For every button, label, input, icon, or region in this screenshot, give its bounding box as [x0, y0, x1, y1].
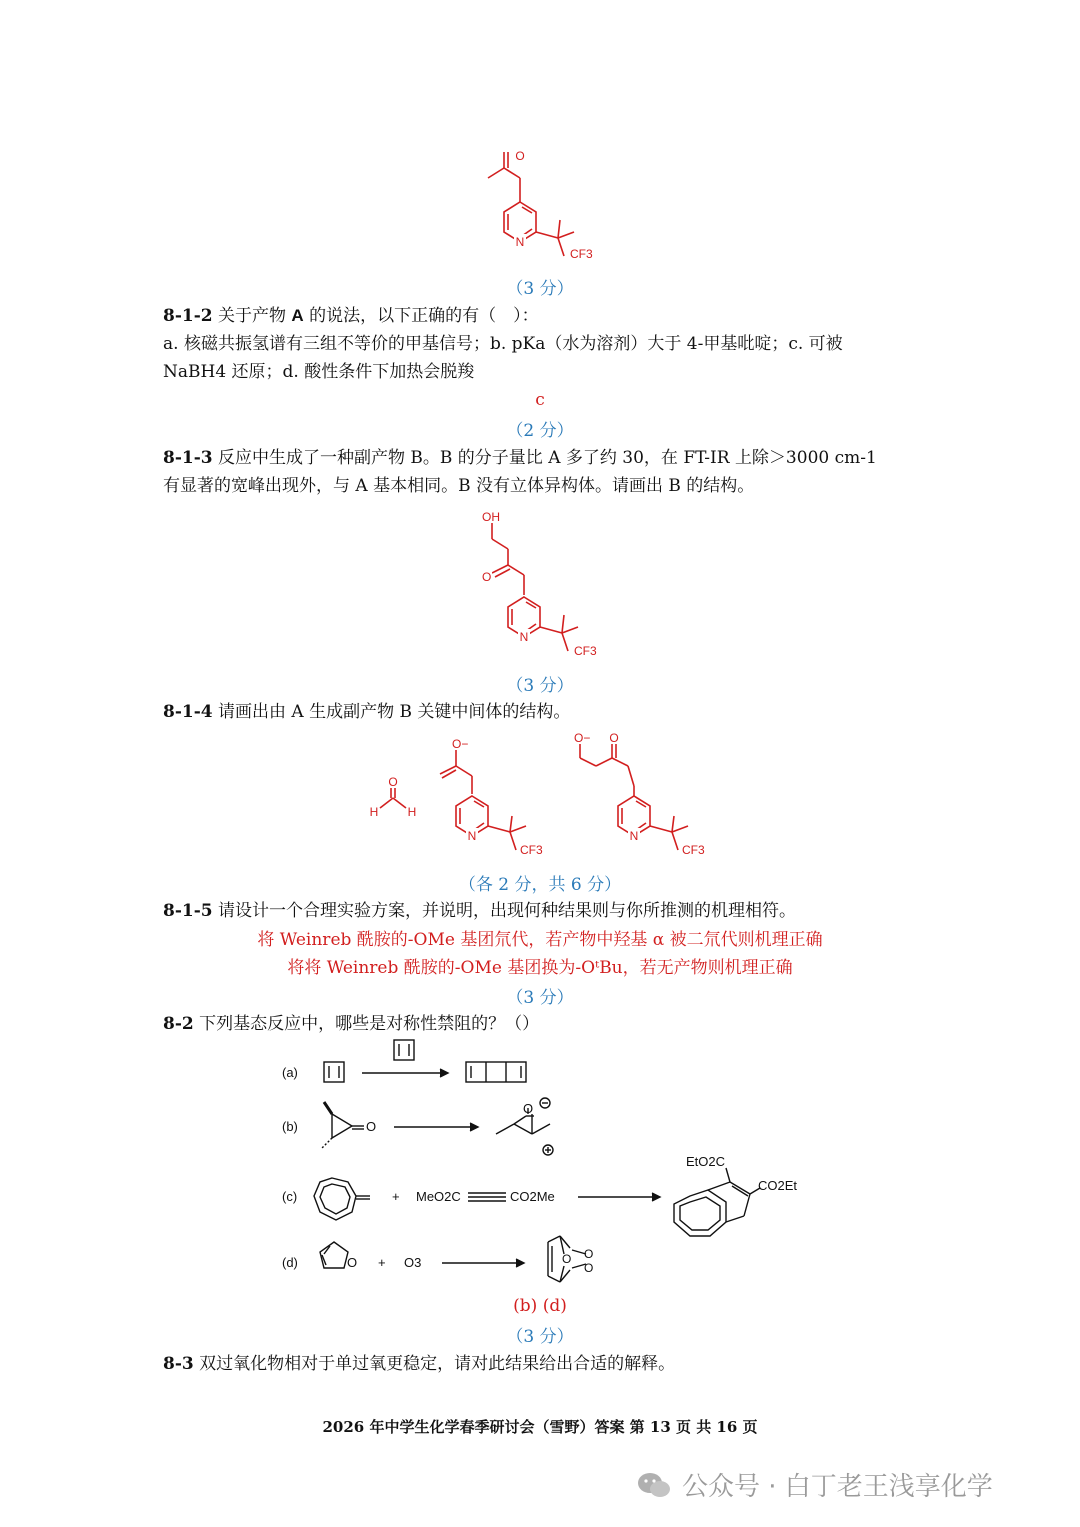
reaction-scheme — [270, 1036, 810, 1294]
formaldehyde-oxygen-label: O — [388, 775, 398, 789]
enolate-cf3-label: CF3 — [520, 843, 543, 857]
score-8-1-2: （2 分） — [506, 421, 574, 441]
intermediates — [360, 730, 730, 862]
question-number: 8-1-3 — [163, 448, 213, 468]
formaldehyde-h-right: H — [407, 805, 417, 819]
ozonide-oxygen-1: O — [562, 1252, 572, 1266]
question-text: 下列基态反应中，哪些是对称性禁阻的？（） — [199, 1014, 540, 1034]
score-8-1-3: （3 分） — [506, 676, 574, 696]
ketone-oxygen-label: O — [366, 1119, 377, 1134]
question-number: 8-1-2 — [163, 306, 213, 326]
alkyne-ester-left: MeO2C — [416, 1189, 461, 1204]
question-text: 请画出由 A 生成副产物 B 关键中间体的结构。 — [218, 702, 571, 722]
answer-8-1-5-line-2: 将将 Weinreb 酰胺的-OMe 基团换为-OᵗBu，若无产物则机理正确 — [287, 958, 793, 978]
score-8-2: （3 分） — [506, 1327, 574, 1347]
enolate-oxygen-label: O — [523, 1101, 534, 1116]
oxygen-label: O — [515, 149, 525, 163]
hydroxyl-label: OH — [482, 510, 500, 524]
question-text-b: 的说法，以下正确的有（ ）： — [309, 306, 539, 326]
question-8-2 — [163, 1010, 539, 1038]
wechat-icon — [636, 1470, 672, 1500]
enolate-ominus-label: O− — [452, 737, 469, 751]
alkoxide-ominus-label: O− — [574, 731, 591, 745]
page-footer: 2026 年中学生化学春季研讨会（雪野）答案 第 13 页 共 16 页 — [322, 1418, 758, 1436]
ozonide-oxygen-3: O — [584, 1261, 594, 1275]
score-8-1-1: （3 分） — [506, 279, 574, 299]
furan-oxygen-label: O — [347, 1255, 358, 1270]
question-8-3 — [163, 1350, 675, 1378]
question-8-1-3-line-2: 有显著的宽峰出现外，与 A 基本相同。B 没有立体异构体。请画出 B 的结构。 — [163, 476, 755, 496]
question-number: 8-2 — [163, 1014, 194, 1034]
question-number: 8-1-5 — [163, 901, 213, 921]
alkoxide-oxygen-label: O — [609, 731, 619, 745]
reaction-label-c: (c) — [282, 1189, 298, 1204]
watermark-text: 公众号 · 白丁老王浅享化学 — [682, 1472, 993, 1502]
nitrogen-label: N — [519, 630, 529, 644]
question-8-1-3 — [163, 444, 877, 472]
reaction-label-d: (d) — [282, 1255, 298, 1270]
score-8-1-5: （3 分） — [506, 988, 574, 1008]
alkoxide-cf3-label: CF3 — [682, 843, 705, 857]
options-line-1: a. 核磁共振氢谱有三组不等价的甲基信号；b. pKa（水为溶剂）大于 4-甲基吡啶；c. 可被 — [163, 334, 843, 354]
cf3-label: CF3 — [574, 644, 597, 658]
reaction-label-b: (b) — [282, 1119, 298, 1134]
reaction-label-a: (a) — [282, 1065, 298, 1080]
question-number: 8-1-4 — [163, 702, 213, 722]
cf3-label: CF3 — [570, 247, 593, 261]
formaldehyde-h-left: H — [369, 805, 379, 819]
question-number: 8-3 — [163, 1354, 194, 1374]
answer-8-1-5-line-1: 将 Weinreb 酰胺的-OMe 基团氘代，若产物中羟基 α 被二氘代则机理正确 — [257, 930, 823, 950]
question-8-1-5 — [163, 897, 796, 925]
molecule-a — [470, 140, 610, 270]
plus-sign: + — [392, 1189, 400, 1204]
product-ester-1: EtO2C — [686, 1154, 726, 1169]
question-text: 请设计一个合理实验方案，并说明，出现何种结果则与你所推测的机理相符。 — [218, 901, 797, 921]
question-text-line-1: 反应中生成了一种副产物 B。B 的分子量比 A 多了约 30，在 FT-IR 上除＞3000 cm-1 — [218, 448, 877, 468]
question-text-a: 关于产物 — [218, 306, 287, 326]
alkoxide-nitrogen-label: N — [629, 829, 639, 843]
question-text: 双过氧化物相对于单过氧更稳定，请对此结果给出合适的解释。 — [199, 1354, 676, 1374]
question-8-1-2 — [163, 302, 539, 330]
product-ester-2: CO2Et — [758, 1178, 798, 1193]
answer-8-1-2: c — [535, 390, 545, 410]
options-line-2: NaBH4 还原；d. 酸性条件下加热会脱羧 — [163, 362, 475, 382]
answer-8-2: (b) (d) — [513, 1296, 567, 1316]
question-8-1-4 — [163, 698, 570, 726]
ozone-label: O3 — [404, 1255, 422, 1270]
watermark — [636, 1466, 993, 1503]
plus-sign-d: + — [378, 1255, 386, 1270]
enolate-nitrogen-label: N — [467, 829, 477, 843]
oxygen-label: O — [482, 570, 492, 584]
molecule-b — [470, 505, 620, 665]
alkyne-ester-right: CO2Me — [510, 1189, 555, 1204]
nitrogen-label: N — [515, 235, 525, 249]
ozonide-oxygen-2: O — [584, 1247, 594, 1261]
score-8-1-4: （各 2 分，共 6 分） — [458, 875, 622, 895]
compound-a-label: A — [291, 306, 304, 325]
